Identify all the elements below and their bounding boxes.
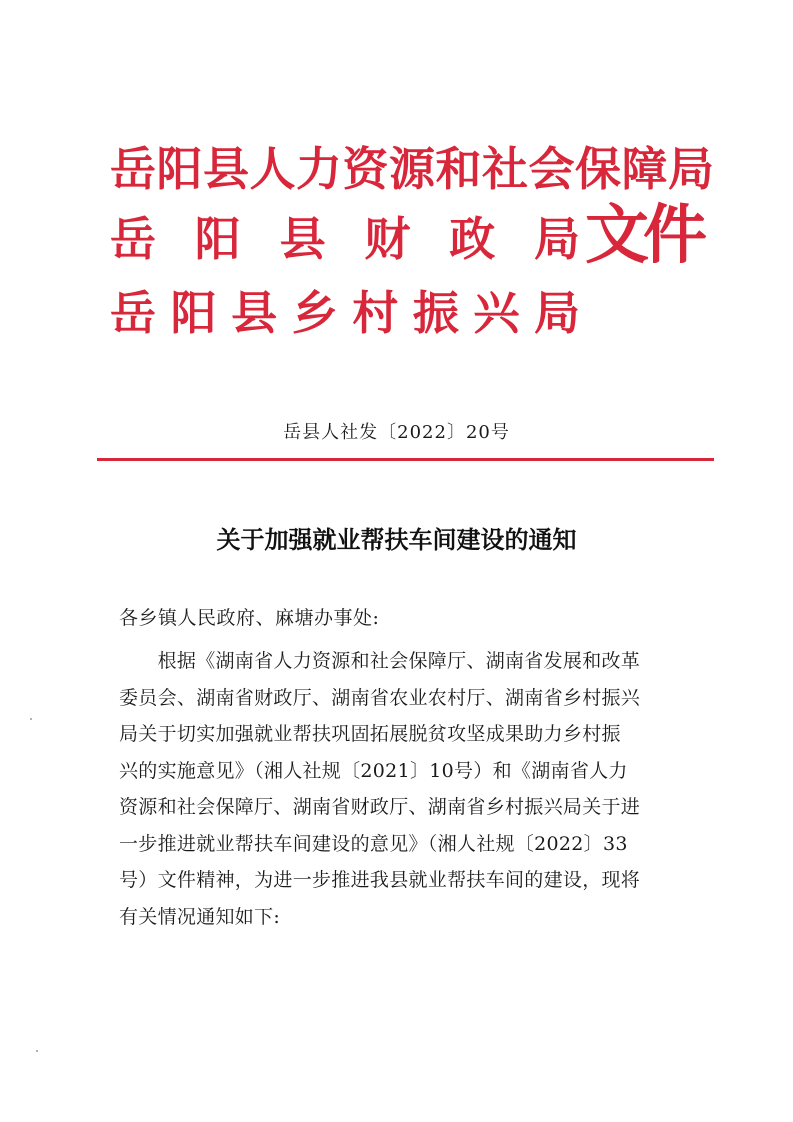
document-number: 岳县人社发〔2022〕20号 <box>283 422 510 443</box>
salutation: 各乡镇人民政府、麻塘办事处: <box>119 607 380 629</box>
issuer-char: 财 <box>364 212 411 266</box>
scan-speck <box>36 1050 38 1052</box>
document-title: 关于加强就业帮扶车间建设的通知 <box>216 525 577 554</box>
issuer-char: 振 <box>412 286 459 340</box>
issuer-char: 政 <box>449 212 496 266</box>
body-line: 兴的实施意见》（湘人社规〔2021〕10号）和《湖南省人力 <box>119 759 628 782</box>
body-line: 根据《湖南省人力资源和社会保障厅、湖南省发展和改革 <box>119 650 641 672</box>
body-line: 资源和社会保障厅、湖南省财政厅、湖南省乡村振兴局关于进 <box>119 796 641 818</box>
issuer-char: 兴 <box>473 286 520 340</box>
issuer-char: 乡 <box>291 286 338 340</box>
red-divider-line <box>97 458 714 461</box>
body-line: 一步推进就业帮扶车间建设的意见》（湘人社规〔2022〕33 <box>119 832 628 855</box>
issuer-char: 阳 <box>170 286 217 340</box>
body-line: 委员会、湖南省财政厅、湖南省农业农村厅、湖南省乡村振兴 <box>119 686 641 709</box>
issuer-char: 县 <box>231 286 278 340</box>
issuer-char: 局 <box>533 286 580 340</box>
body-line: 有关情况通知如下: <box>119 905 281 928</box>
issuer-char: 岳 <box>110 212 156 266</box>
issuer-char: 县 <box>279 212 326 266</box>
body-line: 局关于切实加强就业帮扶巩固拓展脱贫攻坚成果助力乡村振 <box>119 723 621 745</box>
issuer-rural-revitalization-bureau <box>110 288 580 338</box>
issuer-char: 阳 <box>194 212 241 266</box>
issuer-char: 局 <box>533 212 580 266</box>
issuer-hrss-bureau: 岳阳县人力资源和社会保障局 <box>110 142 715 196</box>
document-type-label: 文件 <box>585 198 701 273</box>
scan-speck <box>30 718 32 720</box>
issuer-finance-bureau <box>110 214 580 264</box>
body-paragraph <box>119 643 687 935</box>
issuer-char: 岳 <box>110 286 156 340</box>
body-line: 号）文件精神，为进一步推进我县就业帮扶车间的建设，现将 <box>119 869 641 891</box>
issuer-char: 村 <box>352 286 399 340</box>
